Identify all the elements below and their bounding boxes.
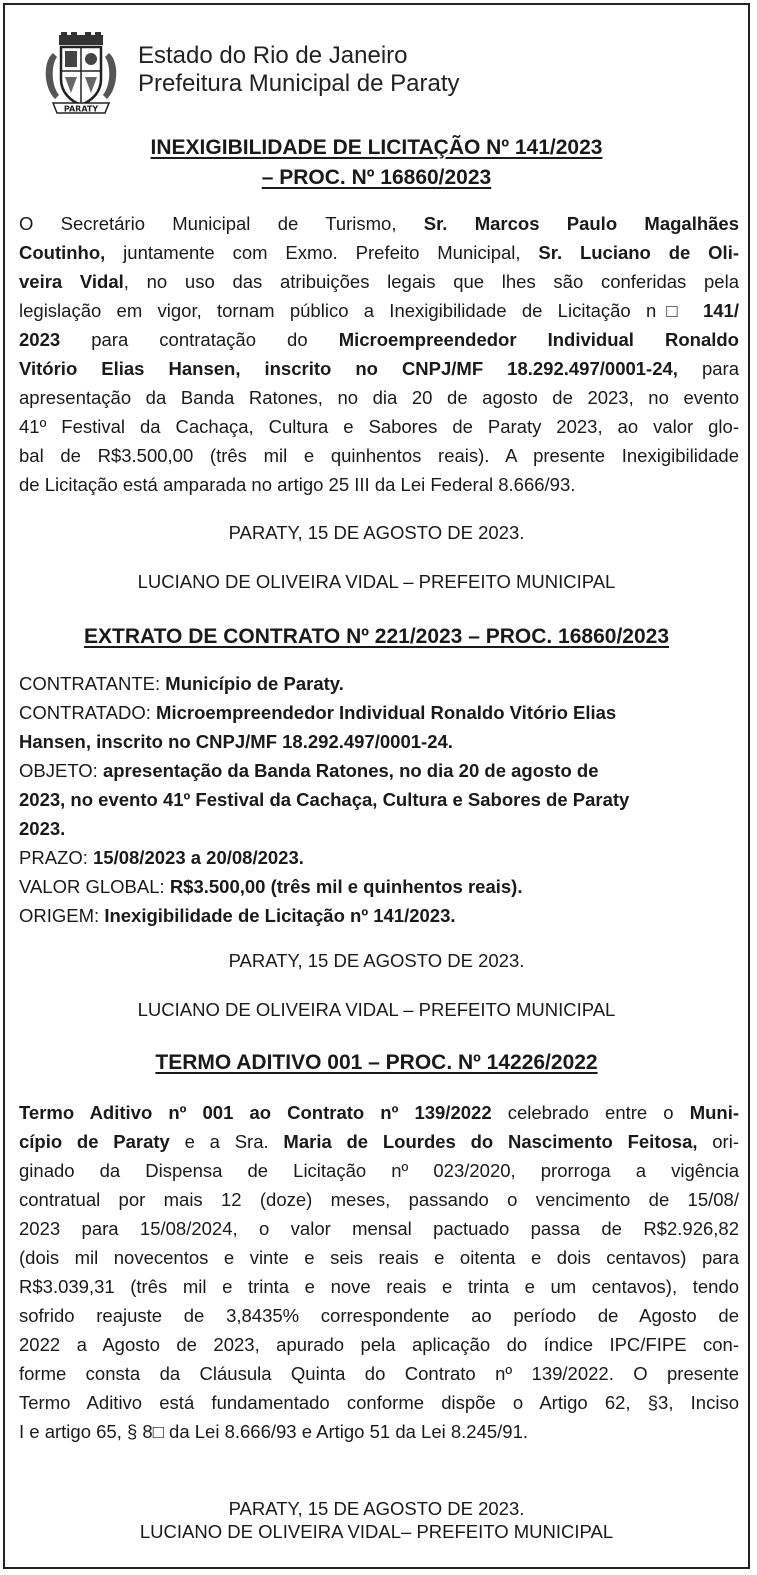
notice-frame — [3, 3, 750, 1569]
text-line: 41º Festival da Cachaça, Cultura e Sabores de Paraty 2023, ao valor glo- — [19, 416, 739, 437]
origem-value: Inexigibilidade de Licitação nº 141/2023. — [104, 905, 456, 926]
section3-date: PARATY, 15 DE AGOSTO DE 2023. — [228, 1498, 525, 1519]
objeto-value-cont: 2023. — [19, 818, 66, 839]
process-year: 2023 — [19, 329, 61, 350]
text: para — [677, 358, 739, 379]
contratado-value-cont: Hansen, inscrito no CNPJ/MF 18.292.497/0001-24. — [19, 731, 453, 752]
objeto-line-3 — [19, 814, 65, 843]
section2-date: PARATY, 15 DE AGOSTO DE 2023. — [228, 950, 525, 971]
objeto-value: apresentação da Banda Ratones, no dia 20 de agosto de — [102, 760, 599, 781]
contratante-value: Município de Paraty. — [165, 673, 344, 694]
section2-signature: LUCIANO DE OLIVEIRA VIDAL – PREFEITO MUNICIPAL — [137, 999, 616, 1020]
origem-label: ORIGEM: — [19, 905, 105, 926]
text: para contratação do — [60, 329, 339, 350]
contractor-name: Microempreendedor Individual Ronaldo — [338, 329, 739, 350]
section1-signature: LUCIANO DE OLIVEIRA VIDAL – PREFEITO MUNICIPAL — [137, 571, 616, 592]
contratante-label: CONTRATANTE: — [19, 673, 166, 694]
contratado-line-2 — [19, 727, 453, 756]
party-name: Muni- — [689, 1102, 739, 1123]
text-line: bal de R$3.500,00 (três mil e quinhentos reais). A presente Inexigibilidade — [19, 445, 739, 466]
text-line: apresentação da Banda Ratones, no dia 20 de agosto de 2023, no evento — [19, 387, 739, 408]
objeto-line — [19, 756, 599, 785]
valor-label: VALOR GLOBAL: — [19, 876, 170, 897]
contratado-label: CONTRATADO: — [19, 702, 157, 723]
contratado-line — [19, 698, 616, 727]
objeto-line-2 — [19, 785, 629, 814]
text: celebrado entre o — [491, 1102, 690, 1123]
text-line: 2022 a Agosto de 2023, apurado pela aplicação do índice IPC/FIPE con- — [19, 1334, 739, 1355]
mayor-name-cont: veira Vidal — [19, 271, 124, 292]
text: da Lei 8.666/93 e Artigo 51 da Lei 8.245/91. — [163, 1421, 529, 1442]
section2-title: EXTRATO DE CONTRATO Nº 221/2023 – PROC. 16860/2023 — [83, 625, 670, 648]
text-line: forme consta da Cláusula Quinta do Contrato nº 139/2022. O presente — [19, 1363, 739, 1384]
mayor-name: Sr. Luciano de Oli- — [538, 242, 739, 263]
section1-title-line1: INEXIGIBILIDADE DE LICITAÇÃO Nº 141/2023 — [150, 136, 603, 159]
text-line: de Licitação está amparada no artigo 25 III da Lei Federal 8.666/93. — [19, 474, 576, 495]
section3-signature: LUCIANO DE OLIVEIRA VIDAL– PREFEITO MUNICIPAL — [139, 1521, 614, 1542]
section1-title-line2: – PROC. Nº 16860/2023 — [261, 166, 492, 189]
amendment-ref: Termo Aditivo nº 001 ao Contrato nº 139/2022 — [19, 1102, 492, 1123]
text: , no uso das atribuições legais que lhes são conferidas pela — [123, 271, 739, 292]
text-line: Termo Aditivo está fundamentado conforme dispõe o Artigo 62, §3, Inciso — [19, 1392, 739, 1413]
missing-glyph: □ — [152, 1421, 164, 1442]
text: juntamente com Exmo. Prefeito Municipal, — [105, 242, 539, 263]
text: e a Sra. — [169, 1131, 284, 1152]
text-line: contratual por mais 12 (doze) meses, passando o vencimento de 15/08/ — [19, 1189, 739, 1210]
text: ori- — [697, 1131, 739, 1152]
objeto-label: OBJETO: — [19, 760, 103, 781]
contratado-value: Microempreendedor Individual Ronaldo Vitório Elias — [156, 702, 617, 723]
text: legislação em vigor, tornam público a Inexigibilidade de Licitação n — [19, 300, 657, 321]
coat-of-arms-icon — [39, 31, 123, 115]
prazo-label: PRAZO: — [19, 847, 94, 868]
prazo-line — [19, 843, 304, 872]
valor-line — [19, 872, 522, 901]
crest-text: PARATY — [63, 104, 99, 114]
text-line: sofrido reajuste de 3,8435% correspondente ao período de Agosto de — [19, 1305, 739, 1326]
contractor-name: Maria de Lourdes do Nascimento Feitosa, — [283, 1131, 698, 1152]
header-state: Estado do Rio de Janeiro — [138, 42, 408, 69]
text: O Secretário Municipal de Turismo, — [19, 213, 424, 234]
section3-title: TERMO ADITIVO 001 – PROC. Nº 14226/2022 — [155, 1051, 598, 1074]
origem-line — [19, 901, 456, 930]
contratante-line — [19, 669, 344, 698]
text-line: 2023 para 15/08/2024, o valor mensal pactuado passa de R$2.926,82 — [19, 1218, 739, 1239]
section3-body — [19, 1098, 739, 1446]
missing-glyph: □ — [656, 300, 688, 321]
secretary-name: Sr. Marcos Paulo Magalhães — [423, 213, 740, 234]
valor-value: R$3.500,00 (três mil e quinhentos reais). — [169, 876, 523, 897]
prazo-value: 15/08/2023 a 20/08/2023. — [93, 847, 304, 868]
section1-body — [19, 209, 739, 499]
text: I e artigo 65, § 8 — [19, 1421, 153, 1442]
header-municipality: Prefeitura Municipal de Paraty — [138, 70, 460, 97]
header — [35, 27, 735, 117]
text-line: R$3.039,31 (três mil e trinta e nove reais e trinta e um centavos), tendo — [19, 1276, 739, 1297]
section1-date: PARATY, 15 DE AGOSTO DE 2023. — [228, 522, 525, 543]
text-line: ginado da Dispensa de Licitação nº 023/2020, prorroga a vigência — [19, 1160, 739, 1181]
text-line: (dois mil novecentos e vinte e seis reais e oitenta e dois centavos) para — [19, 1247, 739, 1268]
party-name-cont: cípio de Paraty — [19, 1131, 170, 1152]
secretary-name-cont: Coutinho, — [19, 242, 106, 263]
objeto-value-cont: 2023, no evento 41º Festival da Cachaça, Cultura e Sabores de Paraty — [19, 789, 630, 810]
contractor-cnpj: Vitório Elias Hansen, inscrito no CNPJ/MF 18.292.497/0001-24, — [19, 358, 678, 379]
process-number: 141/ — [687, 300, 739, 321]
